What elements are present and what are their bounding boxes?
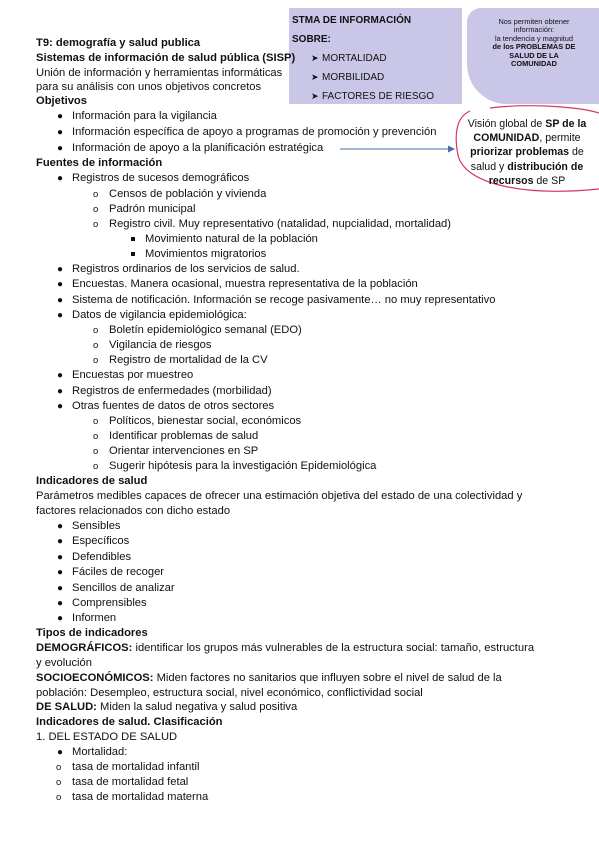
list-item: Movimiento natural de la población [145, 233, 318, 245]
bullet-icon: ● [57, 567, 64, 578]
list-item: Movimientos migratorios [145, 248, 267, 260]
list-item: Boletín epidemiológico semanal (EDO) [109, 324, 302, 336]
bullet-icon: ● [57, 598, 64, 609]
arrow-bullet-icon: ➤ [311, 72, 319, 82]
list-item: Registros de enfermedades (morbilidad) [72, 385, 272, 397]
list-item: Encuestas por muestreo [72, 369, 194, 381]
bullet-icon: ● [57, 536, 64, 547]
page-title: T9: demografía y salud publica [36, 37, 201, 49]
bullet-icon: ● [57, 264, 64, 275]
circle-bullet-icon: o [93, 325, 99, 336]
term-text: identificar los grupos más vulnerables de la estructura social: tamaño, estructura [132, 642, 535, 654]
list-item: Encuestas. Manera ocasional, muestra representativa de la población [72, 278, 418, 290]
info-box-2-line: de los PROBLEMAS DE [492, 42, 576, 52]
bullet-icon: ● [57, 370, 64, 381]
paragraph-line: Unión de información y herramientas informáticas [36, 67, 283, 79]
circle-bullet-icon: o [93, 446, 99, 457]
numbered-item: 1. DEL ESTADO DE SALUD [36, 731, 178, 743]
list-item: Datos de vigilancia epidemiológica: [72, 309, 247, 321]
vision-text-part: COMUNIDAD [473, 132, 540, 145]
section-heading-sisp: Sistemas de información de salud pública (SISP) [36, 52, 296, 64]
list-item: Orientar intervenciones en SP [109, 445, 259, 457]
arrow-bullet-icon: ➤ [311, 53, 319, 63]
bullet-icon: ● [57, 386, 64, 397]
vision-text-part: Visión global de [467, 118, 546, 130]
circle-bullet-icon: o [93, 416, 99, 427]
list-item: Políticos, bienestar social, económicos [109, 415, 302, 427]
circle-bullet-icon: o [93, 219, 99, 230]
info-box-2-text [470, 18, 598, 68]
term-text: Miden factores no sanitarios que influyen sobre el nivel de salud de la [153, 672, 502, 684]
vision-text-part: priorizar problemas [470, 146, 570, 159]
list-item: tasa de mortalidad infantil [72, 761, 200, 773]
bullet-icon: ● [57, 310, 64, 321]
list-item: tasa de mortalidad fetal [72, 776, 189, 788]
vision-text-part: SP de la [545, 118, 587, 130]
list-item: Mortalidad: [72, 746, 128, 758]
list-item: Registros de sucesos demográficos [72, 172, 250, 184]
list-item: Defendibles [72, 551, 132, 563]
list-item: Registro civil. Muy representativo (natalidad, nupcialidad, mortalidad) [109, 218, 452, 230]
info-box-2-line: SALUD DE LA [509, 50, 559, 60]
term-label: DEMOGRÁFICOS: [36, 642, 133, 654]
vision-text-part: salud y [470, 160, 508, 173]
list-item: tasa de mortalidad materna [72, 791, 209, 803]
list-item: Vigilancia de riesgos [109, 339, 212, 351]
list-item: Censos de población y vivienda [109, 188, 267, 200]
circle-bullet-icon: o [56, 762, 62, 773]
circle-bullet-icon: o [56, 777, 62, 788]
vision-text-part: recursos [488, 174, 534, 187]
list-item: Fáciles de recoger [72, 566, 165, 578]
paragraph-line [36, 701, 297, 714]
list-item: Información específica de apoyo a programas de promoción y prevención [72, 126, 437, 138]
list-item: Identificar problemas de salud [109, 430, 259, 442]
bullet-icon: ● [57, 613, 64, 624]
paragraph-line: población: Desempleo, estructura social, nivel económico, conflictividad social [36, 687, 423, 699]
section-heading-indicadores: Indicadores de salud [36, 475, 148, 487]
bullet-icon: ● [57, 521, 64, 532]
list-item: Informen [72, 612, 117, 624]
section-heading-fuentes: Fuentes de información [36, 157, 163, 169]
list-item: Sistema de notificación. Información se recoge pasivamente… no muy representativo [72, 294, 496, 306]
vision-text-part: distribución de [507, 160, 584, 173]
vision-text [455, 117, 599, 188]
arrow-right-icon [340, 144, 456, 154]
list-item: Sencillos de analizar [72, 582, 175, 594]
list-item: Comprensibles [72, 597, 147, 609]
arrow-bullet-icon: ➤ [311, 91, 319, 101]
section-heading-tipos: Tipos de indicadores [36, 627, 148, 639]
vision-text-part: de [569, 146, 584, 159]
list-item: Específicos [72, 535, 130, 547]
info-box-2-line: COMUNIDAD [511, 59, 557, 69]
paragraph-line [36, 672, 502, 685]
term-label: SOCIOECONÓMICOS: [36, 672, 154, 684]
bullet-icon: ● [57, 401, 64, 412]
list-item: Registros ordinarios de los servicios de salud. [72, 263, 300, 275]
circle-bullet-icon: o [93, 204, 99, 215]
bullet-icon: ● [57, 143, 64, 154]
bullet-icon: ● [57, 747, 64, 758]
bullet-icon: ● [57, 173, 64, 184]
paragraph-line: para su análisis con unos objetivos concretos [36, 81, 262, 93]
info-box-item: MORBILIDAD [322, 72, 385, 83]
list-item: Padrón municipal [109, 203, 196, 215]
info-box-item: FACTORES DE RIESGO [322, 91, 435, 102]
section-heading-objetivos: Objetivos [36, 95, 87, 107]
circle-bullet-icon: o [93, 340, 99, 351]
info-box-2-line: información: [513, 25, 555, 35]
paragraph-line: Parámetros medibles capaces de ofrecer una estimación objetiva del estado de una colectividad y [36, 490, 523, 502]
circle-bullet-icon: o [93, 461, 99, 472]
square-bullet-icon [131, 252, 135, 256]
bullet-icon: ● [57, 583, 64, 594]
term-text: Miden la salud negativa y salud positiva [96, 701, 298, 713]
paragraph-line: y evolución [36, 657, 92, 669]
list-item: Sensibles [72, 520, 121, 532]
paragraph-line: factores relacionados con dicho estado [36, 505, 231, 517]
section-heading-clasificacion: Indicadores de salud. Clasificación [36, 716, 223, 728]
term-label: DE SALUD: [36, 701, 97, 713]
list-item: Sugerir hipótesis para la investigación Epidemiológica [109, 460, 377, 472]
vision-text-part: , permite [539, 132, 581, 145]
circle-bullet-icon: o [56, 792, 62, 803]
list-item: Información de apoyo a la planificación estratégica [72, 142, 324, 154]
list-item: Registro de mortalidad de la CV [109, 354, 268, 366]
bullet-icon: ● [57, 279, 64, 290]
bullet-icon: ● [57, 295, 64, 306]
list-item: Información para la vigilancia [72, 110, 217, 122]
paragraph-line [36, 642, 534, 655]
bullet-icon: ● [57, 552, 64, 563]
square-bullet-icon [131, 237, 135, 241]
vision-text-part: de SP [533, 174, 566, 187]
bullet-icon: ● [57, 111, 64, 122]
info-box-title-2: SOBRE: [292, 34, 331, 45]
circle-bullet-icon: o [93, 431, 99, 442]
info-box-title-1: STMA DE INFORMACIÓN [292, 15, 412, 26]
circle-bullet-icon: o [93, 189, 99, 200]
info-box-item: MORTALIDAD [322, 53, 387, 64]
circle-bullet-icon: o [93, 355, 99, 366]
list-item: Otras fuentes de datos de otros sectores [72, 400, 275, 412]
info-box-2-line: Nos permiten obtener [498, 17, 570, 26]
bullet-icon: ● [57, 127, 64, 138]
info-box-2-line: la tendencia y magnitud [494, 33, 574, 43]
